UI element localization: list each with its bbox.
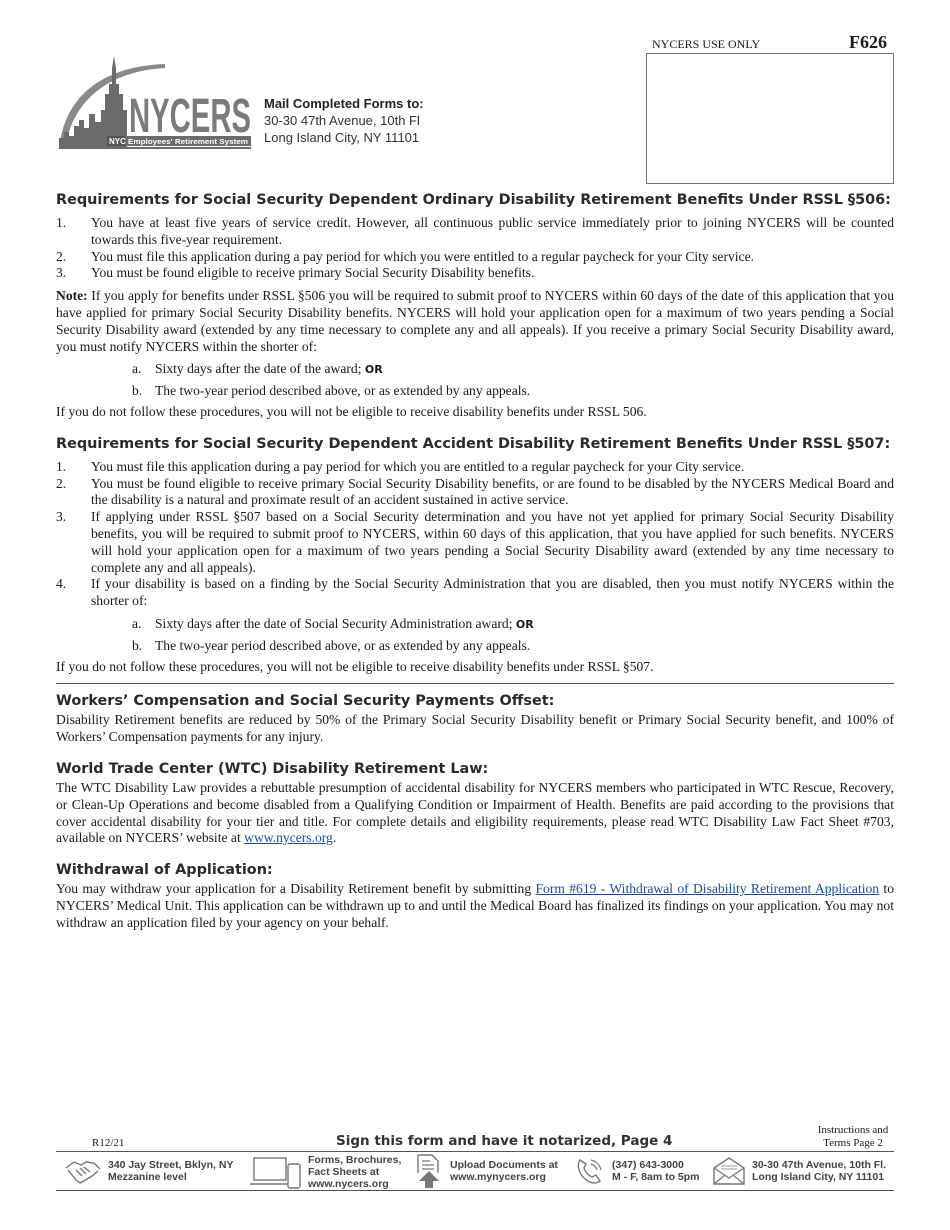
- list-item: [56, 509, 894, 576]
- withdrawal-text: [56, 881, 894, 931]
- withdrawal-heading: Withdrawal of Application:: [56, 862, 273, 879]
- sub-item-text: The two-year period described above, or as extended by any appeals.: [155, 383, 531, 399]
- form-number: F626: [849, 32, 887, 52]
- list-item: [56, 476, 894, 510]
- withdrawal-body: You may withdraw your application for a Disability Retirement benefit by submitting: [56, 881, 536, 897]
- upload-line1: Upload Documents at: [450, 1159, 558, 1171]
- mail-address-line2-footer: Long Island City, NY 11101: [752, 1171, 885, 1183]
- list-item-number: 1.: [56, 215, 67, 230]
- list-item-number: 1.: [56, 458, 67, 474]
- page-ref-line2: Terms Page 2: [823, 1137, 883, 1149]
- phone-icon: [574, 1156, 606, 1186]
- sign-notarize-line: Sign this form and have it notarized, Page 4: [336, 1133, 673, 1149]
- section-506-sublist: [56, 361, 894, 400]
- nycers-use-only-label: NYCERS USE ONLY: [652, 37, 761, 51]
- offset-heading: Workers’ Compensation and Social Security Payments Offset:: [56, 693, 555, 710]
- note-label: Note:: [56, 288, 88, 304]
- footer-mail-address: [712, 1156, 886, 1186]
- wtc-heading: World Trade Center (WTC) Disability Retirement Law:: [56, 760, 489, 777]
- sub-item-letter: a.: [132, 361, 142, 377]
- offset-text: Disability Retirement benefits are reduced by 50% of the Primary Social Security Disability benefit or Primary Social Security benefit, and 100% of Workers’ Compensation payments for any injury.: [56, 712, 894, 745]
- section-507-list: [56, 459, 894, 610]
- section-506-note: [56, 288, 894, 355]
- list-item-text: If applying under RSSL §507 based on a Social Security determination and you have not yet applied for primary Social Security Disability benefits, you will be required to submit proof to NYCERS, within 60 days of this application, that you have applied for such benefits. NYCERS will hold your application open for a maximum of two years pending a Social Security Disability award (extended by any time necessary to complete any and all appeals).: [91, 509, 894, 575]
- footer-walk-in-address: [64, 1156, 233, 1186]
- footer-phone: [574, 1156, 700, 1186]
- list-item-number: 4.: [56, 576, 67, 592]
- footer-forms-website: [250, 1154, 401, 1190]
- list-item: [56, 265, 894, 282]
- list-item: [56, 576, 894, 610]
- list-item: [56, 249, 894, 266]
- list-item-text: You must be found eligible to receive primary Social Security Disability benefits, or are found to be disabled by the NYCERS Medical Board and the disability is a natural and proximate result of an accident sustained in active service.: [91, 475, 894, 508]
- sub-list-item: [132, 361, 894, 379]
- list-item-number: 2.: [56, 248, 67, 264]
- logo-subtitle: Employees' Retirement System: [128, 137, 249, 146]
- nycers-logo: [55, 54, 255, 154]
- logo-wordmark: NYCERS: [129, 90, 251, 143]
- note-text: If you apply for benefits under RSSL §506 you will be required to submit proof to NYCERS within 60 days of the date of this application that you have applied for primary Social Security Disability benefits. NYCERS will hold your application open for a maximum of two years pending a Social Security Disability award (extended by any time necessary to complete any and all appeals). If you receive a primary Social Security Disability award, you must notify NYCERS within the shorter of:: [56, 288, 894, 354]
- list-item-number: 3.: [56, 509, 67, 525]
- mail-address-block: [264, 95, 424, 146]
- sub-item-text: Sixty days after the date of Social Security Administration award;: [155, 615, 516, 631]
- instructions-content: [56, 191, 894, 938]
- list-item-number: 3.: [56, 265, 67, 281]
- forms-line3: www.nycers.org: [308, 1178, 389, 1190]
- sub-list-item: [132, 616, 894, 634]
- handshake-icon: [64, 1156, 102, 1186]
- section-506-closing: If you do not follow these procedures, you will not be eligible to receive disability benefits under RSSL 506.: [56, 403, 647, 419]
- section-506-heading: Requirements for Social Security Dependent Ordinary Disability Retirement Benefits Under RSSL §506:: [56, 192, 891, 208]
- list-item: [56, 459, 894, 476]
- revision-code: R12/21: [92, 1137, 125, 1149]
- mail-title: Mail Completed Forms to:: [264, 96, 424, 111]
- walk-in-address-line1: 340 Jay Street, Bklyn, NY: [108, 1159, 234, 1171]
- footer-upload-documents: [414, 1153, 558, 1189]
- list-item-text: You must file this application during a pay period for which you were entitled to a regular paycheck for your City service.: [91, 248, 755, 264]
- mail-address-line2: Long Island City, NY 11101: [264, 130, 420, 145]
- section-507-sublist: [56, 616, 894, 655]
- section-divider: [56, 683, 894, 684]
- list-item-number: 2.: [56, 475, 67, 491]
- sub-list-item: [132, 638, 894, 655]
- list-item-text: You must be found eligible to receive primary Social Security Disability benefits.: [91, 265, 535, 281]
- section-506-list: [56, 215, 894, 282]
- mail-envelope-icon: [712, 1156, 746, 1186]
- page-ref-line1: Instructions and: [817, 1124, 889, 1136]
- nycers-website-link[interactable]: www.nycers.org: [244, 830, 333, 846]
- mail-address-line1-footer: 30-30 47th Avenue, 10th Fl.: [752, 1159, 887, 1171]
- sub-item-text: Sixty days after the date of the award;: [155, 361, 365, 377]
- or-label: OR: [364, 363, 383, 377]
- section-507-closing: If you do not follow these procedures, you will not be eligible to receive disability benefits under RSSL §507.: [56, 658, 654, 674]
- or-label: OR: [515, 617, 534, 631]
- logo-nyc-badge: NYC: [109, 137, 126, 146]
- sub-item-letter: b.: [132, 637, 143, 653]
- sub-item-text: The two-year period described above, or as extended by any appeals.: [155, 637, 531, 653]
- forms-line2: Fact Sheets at: [308, 1166, 380, 1178]
- phone-hours: M - F, 8am to 5pm: [612, 1171, 700, 1183]
- page-reference: [808, 1124, 898, 1150]
- wtc-body: The WTC Disability Law provides a rebuttable presumption of accidental disability for NYCERS members who participated in WTC Rescue, Recovery, or Clean-Up Operations and become disabled from a Qualifying Condition or Impairment of Health. Benefits are paid according to the provisions that cover accidental disability for your tier and title. For complete details and eligibility requirements, please read WTC Disability Law Fact Sheet #703, available on NYCERS’ website at: [56, 779, 894, 846]
- withdrawal-body-end: to NYCERS’ Medical Unit. This application can be withdrawn up to and until the Medical Board has finalized its findings on your application. You may not withdraw an application filed by your agency on your behalf.: [56, 881, 894, 930]
- footer-bottom-rule: [56, 1190, 894, 1191]
- form-619-link[interactable]: Form #619 - Withdrawal of Disability Retirement Application: [535, 881, 880, 897]
- list-item-text: If your disability is based on a finding by the Social Security Administration that you are disabled, then you must notify NYCERS within the shorter of:: [91, 576, 894, 609]
- phone-number: (347) 643-3000: [612, 1159, 684, 1171]
- devices-icon: [250, 1154, 302, 1190]
- forms-line1: Forms, Brochures,: [308, 1154, 402, 1166]
- upload-document-icon: [414, 1153, 444, 1189]
- sub-item-letter: a.: [132, 615, 142, 631]
- wtc-end: .: [332, 830, 337, 846]
- walk-in-address-line2: Mezzanine level: [108, 1171, 187, 1183]
- list-item-text: You must file this application during a pay period for which you are entitled to a regular paycheck for your City service.: [91, 458, 745, 474]
- nycers-use-only-box: [646, 53, 894, 184]
- sub-item-letter: b.: [132, 383, 143, 399]
- footer-top-rule: [56, 1151, 894, 1152]
- list-item-text: You have at least five years of service credit. However, all continuous public service immediately prior to joining NYCERS will be counted towards this five-year requirement.: [91, 215, 894, 247]
- mail-address-line1: 30-30 47th Avenue, 10th Fl: [264, 113, 420, 128]
- section-507-heading: Requirements for Social Security Dependent Accident Disability Retirement Benefits Under RSSL §507:: [56, 435, 891, 452]
- sub-list-item: [132, 383, 894, 400]
- list-item: [56, 215, 894, 249]
- wtc-text: [56, 780, 894, 847]
- upload-line2: www.mynycers.org: [450, 1171, 546, 1183]
